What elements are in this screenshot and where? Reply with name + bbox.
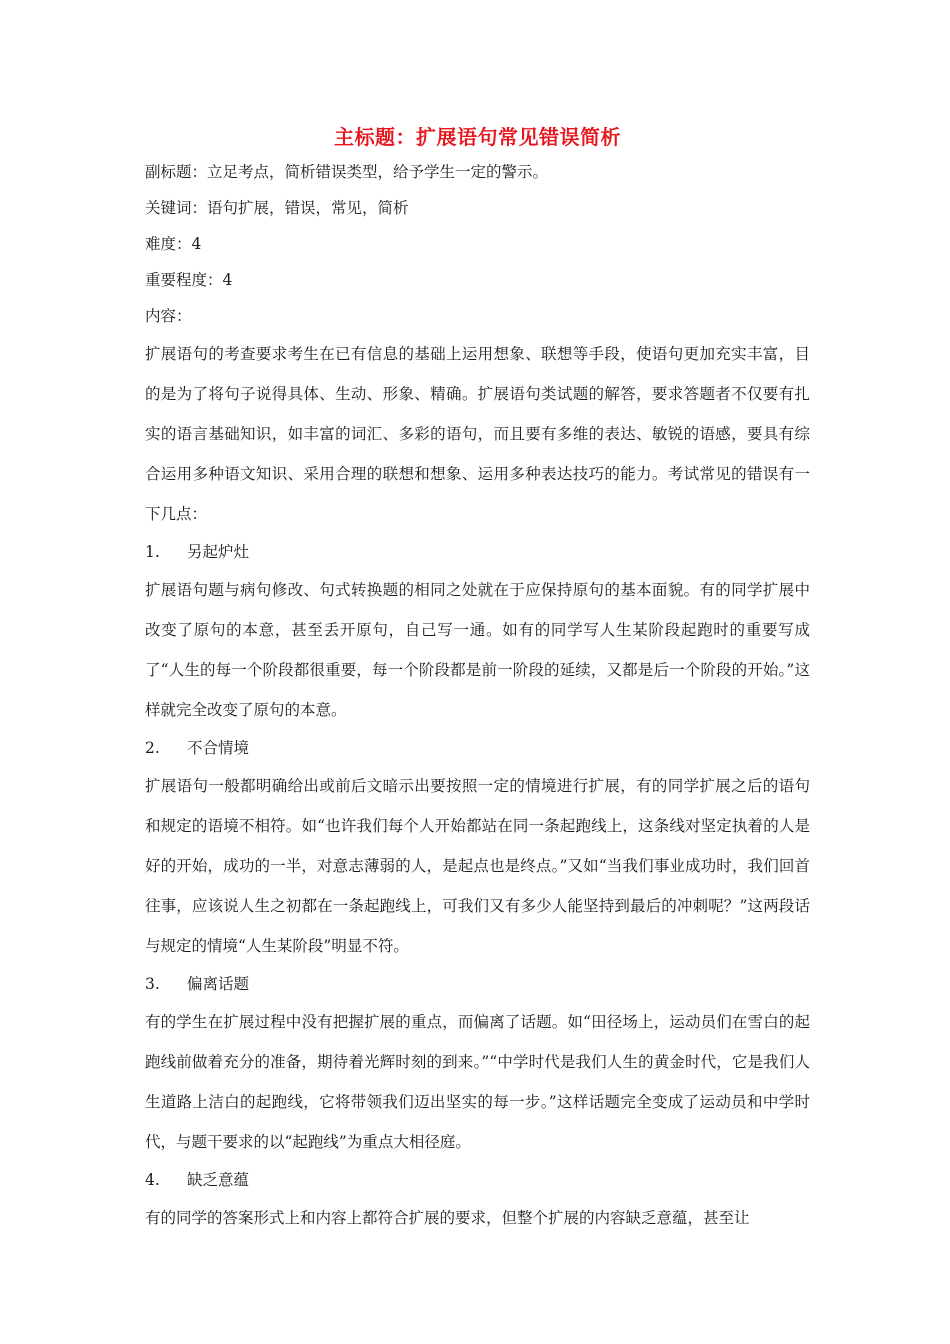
difficulty-line: 难度：4 <box>145 235 202 253</box>
page-title: 主标题：扩展语句常见错误简析 <box>334 125 621 149</box>
section-heading <box>145 966 810 1002</box>
importance-line: 重要程度：4 <box>145 271 233 289</box>
section-heading <box>145 534 810 570</box>
document-body <box>145 122 810 1238</box>
section-number: 1. <box>145 543 160 561</box>
section-number: 2. <box>145 739 160 757</box>
section-paragraph: 有的同学的答案形式上和内容上都符合扩展的要求，但整个扩展的内容缺乏意蕴，甚至让 <box>145 1209 750 1227</box>
intro-paragraph: 扩展语句的考查要求考生在已有信息的基础上运用想象、联想等手段，使语句更加充实丰富，目的是为了将句子说得具体、生动、形象、精确。扩展语句类试题的解答，要求答题者不仅要有扎实的语言基础知识，如丰富的词汇、多彩的语句，而且要有多维的表达、敏锐的语感，要具有综合运用多种语文知识、采用合理的联想和想象、运用多种表达技巧的能力。考试常见的错误有一下几点： <box>145 345 810 523</box>
section-title: 缺乏意蕴 <box>187 1171 250 1189</box>
subtitle-line: 副标题：立足考点，简析错误类型，给予学生一定的警示。 <box>145 163 549 181</box>
section-paragraph: 扩展语句题与病句修改、句式转换题的相同之处就在于应保持原句的基本面貌。有的同学扩展中改变了原句的本意，甚至丢开原句，自己写一通。如有的同学写人生某阶段起跑时的重要写成了“人生的每一个阶段都很重要，每一个阶段都是前一阶段的延续，又都是后一个阶段的开始。”这样就完全改变了原句的本意。 <box>145 581 810 719</box>
section-number: 3. <box>145 975 160 993</box>
section-title: 偏离话题 <box>187 975 250 993</box>
section-title: 不合情境 <box>187 739 250 757</box>
section-paragraph: 有的学生在扩展过程中没有把握扩展的重点，而偏离了话题。如“田径场上，运动员们在雪白的起跑线前做着充分的准备，期待着光辉时刻的到来。”“中学时代是我们人生的黄金时代，它是我们人生道路上洁白的起跑线，它将带领我们迈出坚实的每一步。”这样话题完全变成了运动员和中学时代，与题干要求的以“起跑线”为重点大相径庭。 <box>145 1013 810 1151</box>
section-heading <box>145 730 810 766</box>
keywords-line: 关键词：语句扩展，错误，常见，简析 <box>145 199 409 217</box>
section-title: 另起炉灶 <box>187 543 250 561</box>
section-number: 4. <box>145 1171 160 1189</box>
section-paragraph: 扩展语句一般都明确给出或前后文暗示出要按照一定的情境进行扩展，有的同学扩展之后的语句和规定的语境不相符。如“也许我们每个人开始都站在同一条起跑线上，这条线对坚定执着的人是好的开始，成功的一半，对意志薄弱的人，是起点也是终点。”又如“当我们事业成功时，我们回首往事，应该说人生之初都在一条起跑线上，可我们又有多少人能坚持到最后的冲刺呢？”这两段话与规定的情境“人生某阶段”明显不符。 <box>145 777 810 955</box>
content-label: 内容： <box>145 307 192 325</box>
section-heading <box>145 1162 810 1198</box>
